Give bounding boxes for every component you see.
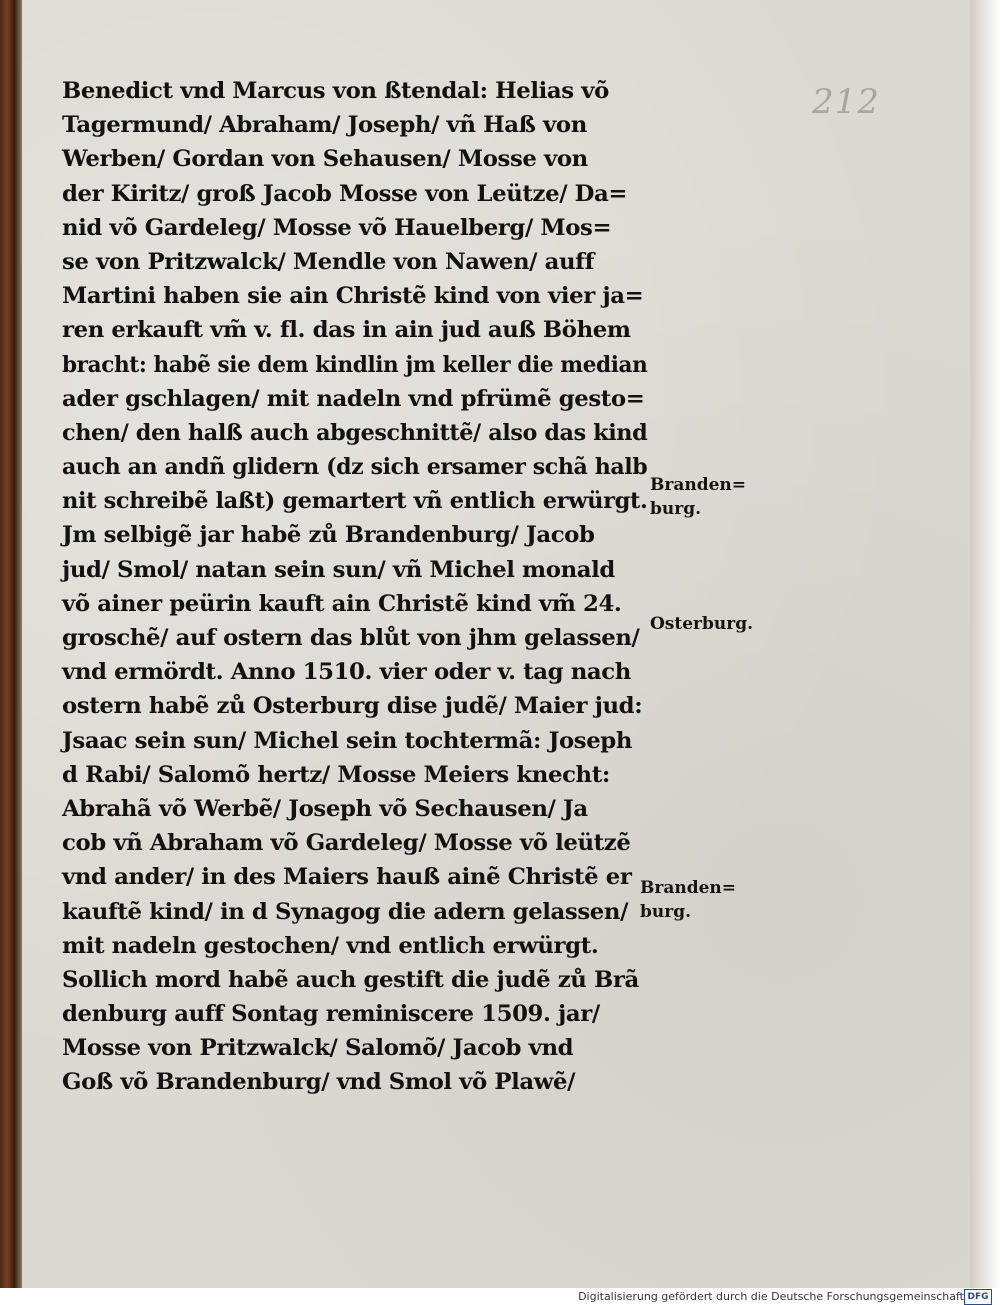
folio-number: 212 [812, 82, 880, 122]
text-line: võ ainer peürin kauft ain Christẽ kind vm̃ 24. [62, 590, 622, 617]
text-line: chen/ den halß auch abgeschnittẽ/ also das kind [62, 419, 648, 446]
page-right-margin [970, 0, 1000, 1288]
text-line: Sollich mord habẽ auch gestift die judẽ zů Brã [62, 966, 639, 993]
text-line: mit nadeln gestochen/ vnd entlich erwürgt. [62, 932, 599, 959]
text-line: ader gschlagen/ mit nadeln vnd pfrümẽ gesto= [62, 385, 645, 412]
text-line: nid võ Gardeleg/ Mosse võ Hauelberg/ Mos= [62, 214, 612, 241]
margin-note-line: Branden= [650, 475, 747, 495]
margin-note-line: Osterburg. [650, 614, 754, 634]
text-line: cob vñ Abraham võ Gardeleg/ Mosse võ leützẽ [62, 830, 631, 857]
text-line: Benedict vnd Marcus von ßtendal: Helias võ [62, 78, 609, 104]
text-line: denburg auff Sontag reminiscere 1509. jar/ [62, 1001, 600, 1028]
text-line: auch an andñ glidern (dz sich ersamer schã halb [62, 454, 648, 481]
text-line: se von Pritzwalck/ Mendle von Nawen/ auff [62, 248, 594, 275]
margin-note-line: Branden= [640, 878, 737, 898]
text-line: nit schreibẽ laßt) gemartert vñ entlich erwürgt. [62, 488, 648, 515]
text-line: Jm selbigẽ jar habẽ zů Brandenburg/ Jacob [62, 522, 595, 549]
text-line: vnd ermördt. Anno 1510. vier oder v. tag nach [62, 659, 631, 686]
text-line: Jsaac sein sun/ Michel sein tochtermã: Joseph [62, 727, 633, 754]
text-line: kauftẽ kind/ in d Synagog die adern gelassen/ [62, 898, 629, 925]
text-line: vnd ander/ in des Maiers hauß ainẽ Christẽ er [62, 864, 632, 891]
text-line: ostern habẽ zů Osterburg dise judẽ/ Maier jud: [62, 693, 643, 720]
text-line: jud/ Smol/ natan sein sun/ vñ Michel monald [62, 556, 615, 583]
page-gutter [14, 0, 22, 1288]
margin-note-brandenburg [650, 473, 790, 521]
margin-note-line: burg. [650, 499, 702, 519]
margin-note-osterburg [650, 612, 790, 636]
text-line: Mosse von Pritzwalck/ Salomõ/ Jacob vnd [62, 1035, 574, 1062]
text-line: bracht: habẽ sie dem kindlin jm keller die median [62, 351, 648, 378]
margin-note-line: burg. [640, 902, 692, 922]
dfg-logo: DFG [964, 1289, 992, 1305]
text-line: Tagermund/ Abraham/ Joseph/ vñ Haß von [62, 112, 587, 139]
text-line: Martini haben sie ain Christẽ kind von vier ja= [62, 283, 644, 310]
text-line: Goß võ Brandenburg/ vnd Smol võ Plawẽ/ [62, 1069, 575, 1096]
text-line: Werben/ Gordan von Sehausen/ Mosse von [62, 146, 588, 173]
text-line: ren erkauft vm̃ v. fl. das in ain jud auß Böhem [62, 317, 631, 344]
text-line: der Kiritz/ groß Jacob Mosse von Leütze/ Da= [62, 180, 628, 207]
funding-credit: Digitalisierung gefördert durch die Deutsche Forschungsgemeinschaft [578, 1290, 964, 1303]
text-line: groschẽ/ auf ostern das blůt von jhm gelassen/ [62, 625, 640, 651]
text-line: Abrahã võ Werbẽ/ Joseph võ Sechausen/ Ja [62, 795, 588, 822]
margin-note-brandenburg-2 [640, 876, 780, 924]
main-text-block [62, 74, 647, 1100]
book-binding [0, 0, 14, 1288]
text-line: d Rabi/ Salomõ hertz/ Mosse Meiers knecht: [62, 761, 610, 788]
